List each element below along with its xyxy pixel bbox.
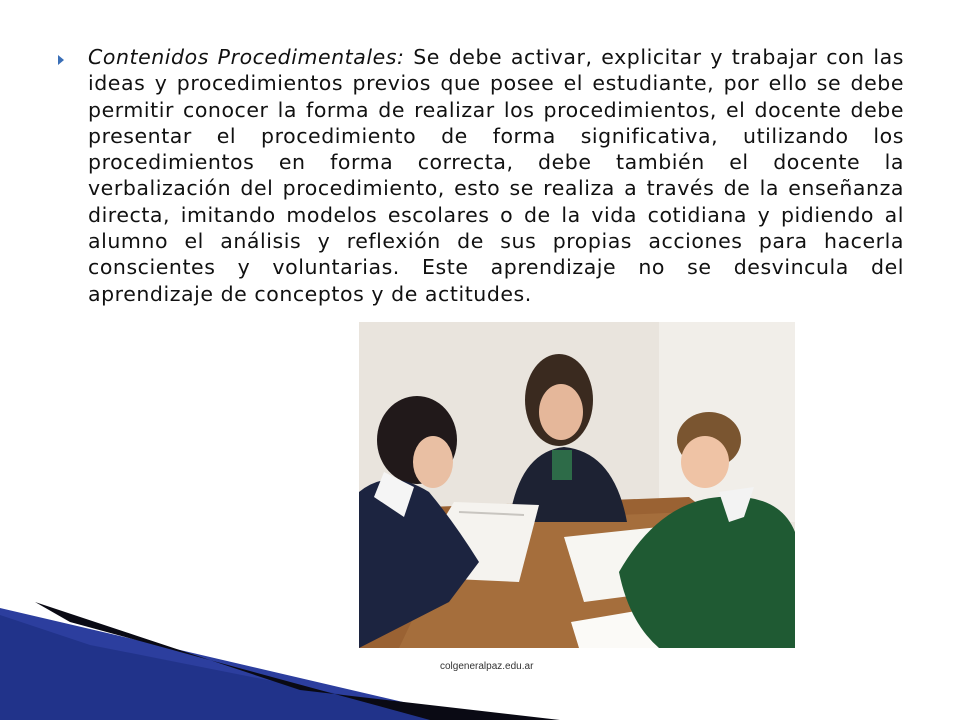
bullet-body: Se debe activar, explicitar y trabajar con las ideas y procedimientos previos que posee el estudiante, por ello se debe permitir conocer la forma de realizar los procedimientos, el docente debe presentar el procedimiento de forma significativa, utilizando los procedimientos en forma correcta, debe también el docente la verbalización del procedimiento, esto se realiza a través de la enseñanza directa, imitando modelos escolares o de la vida cotidiana y pidiendo al alumno el análisis y reflexión de sus propias acciones para hacerla conscientes y voluntarias. Este aprendizaje no se desvincula del aprendizaje de conceptos y de actitudes. [88,45,904,306]
bullet-heading: Contenidos Procedimentales: [88,45,405,69]
photo-caption: colgeneralpaz.edu.ar [440,661,534,672]
